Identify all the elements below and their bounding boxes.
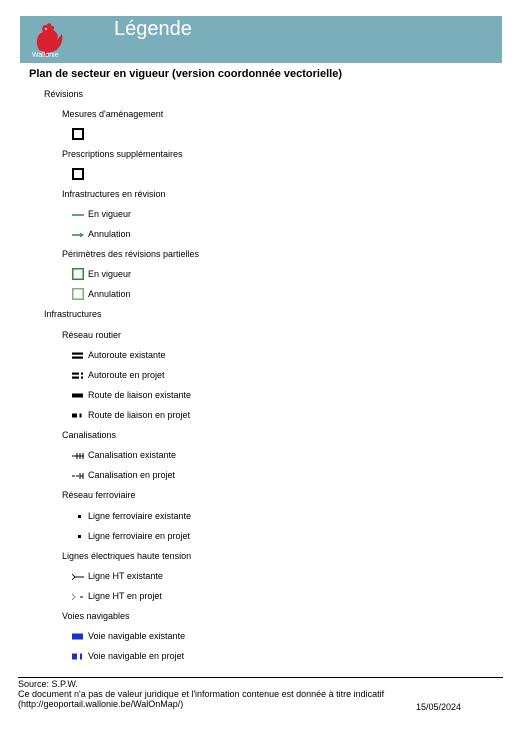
item-voies-navigables: Voies navigables bbox=[62, 611, 130, 621]
item-perimetres-revisions: Périmètres des révisions partielles bbox=[62, 249, 200, 259]
legend-label: Ligne HT existante bbox=[88, 571, 163, 581]
footer-disclaimer: Ce document n'a pas de valeur juridique et l'information contenue est donnée à titre indicatif bbox=[18, 689, 385, 699]
legend-label: Voie navigable existante bbox=[88, 631, 186, 641]
legend-label: Route de liaison existante bbox=[88, 390, 192, 400]
legend-label: Canalisation existante bbox=[88, 450, 177, 460]
item-reseau-ferroviaire: Réseau ferroviaire bbox=[62, 490, 136, 500]
legend-label: Canalisation en projet bbox=[88, 470, 176, 480]
railway-dot-icon bbox=[72, 531, 84, 542]
square-outline-icon bbox=[72, 168, 84, 180]
item-mesures-amenagement: Mesures d'aménagement bbox=[62, 109, 164, 119]
thick-line-icon bbox=[72, 390, 84, 401]
legend-label: Ligne ferroviaire en projet bbox=[88, 531, 191, 541]
legend-label: Ligne ferroviaire existante bbox=[88, 511, 192, 521]
power-line-icon bbox=[72, 571, 84, 582]
waterway-dashed-icon bbox=[72, 651, 84, 662]
green-line-arrow-icon bbox=[72, 229, 84, 240]
railway-dot-icon bbox=[72, 511, 84, 522]
legend-label: Annulation bbox=[88, 289, 131, 299]
item-lignes-electriques: Lignes électriques haute tension bbox=[62, 551, 192, 561]
legend-label: Annulation bbox=[88, 229, 131, 239]
legend-label: Route de liaison en projet bbox=[88, 410, 191, 420]
legend-label: En vigueur bbox=[88, 209, 132, 219]
pipeline-line-icon bbox=[72, 450, 84, 461]
item-canalisations: Canalisations bbox=[62, 430, 117, 440]
square-outline-icon bbox=[72, 128, 84, 140]
header-banner bbox=[20, 16, 502, 63]
pipeline-dashed-line-icon bbox=[72, 470, 84, 481]
double-dashed-line-icon bbox=[72, 370, 84, 381]
item-infrastructures-revision: Infrastructures en révision bbox=[62, 189, 166, 199]
power-line-dashed-icon bbox=[72, 591, 84, 602]
footer-source: Source: S.P.W. bbox=[18, 679, 78, 689]
green-square-icon bbox=[72, 268, 84, 280]
item-prescriptions-supplementaires: Prescriptions supplémentaires bbox=[62, 149, 183, 159]
light-green-square-icon bbox=[72, 288, 84, 300]
legend-main-title: Plan de secteur en vigueur (version coordonnée vectorielle) bbox=[29, 68, 342, 80]
group-infrastructures: Infrastructures bbox=[44, 309, 102, 319]
legend-label: Ligne HT en projet bbox=[88, 591, 162, 601]
legend-label: Autoroute existante bbox=[88, 350, 166, 360]
double-line-icon bbox=[72, 350, 84, 361]
footer-date: 15/05/2024 bbox=[416, 702, 462, 712]
footer-url: (http://geoportail.wallonie.be/WalOnMap/) bbox=[18, 699, 184, 709]
waterway-icon bbox=[72, 631, 84, 642]
legend-label: En vigueur bbox=[88, 269, 132, 279]
legend-label: Voie navigable en projet bbox=[88, 651, 185, 661]
legend-label: Autoroute en projet bbox=[88, 370, 165, 380]
footer-divider bbox=[18, 677, 503, 678]
logo-text: Wallonie bbox=[32, 52, 59, 59]
group-revisions: Révisions bbox=[44, 89, 84, 99]
item-reseau-routier: Réseau routier bbox=[62, 330, 122, 340]
page-title: Légende bbox=[114, 18, 192, 40]
green-line-icon bbox=[72, 209, 84, 220]
thick-dashed-line-icon bbox=[72, 410, 84, 421]
